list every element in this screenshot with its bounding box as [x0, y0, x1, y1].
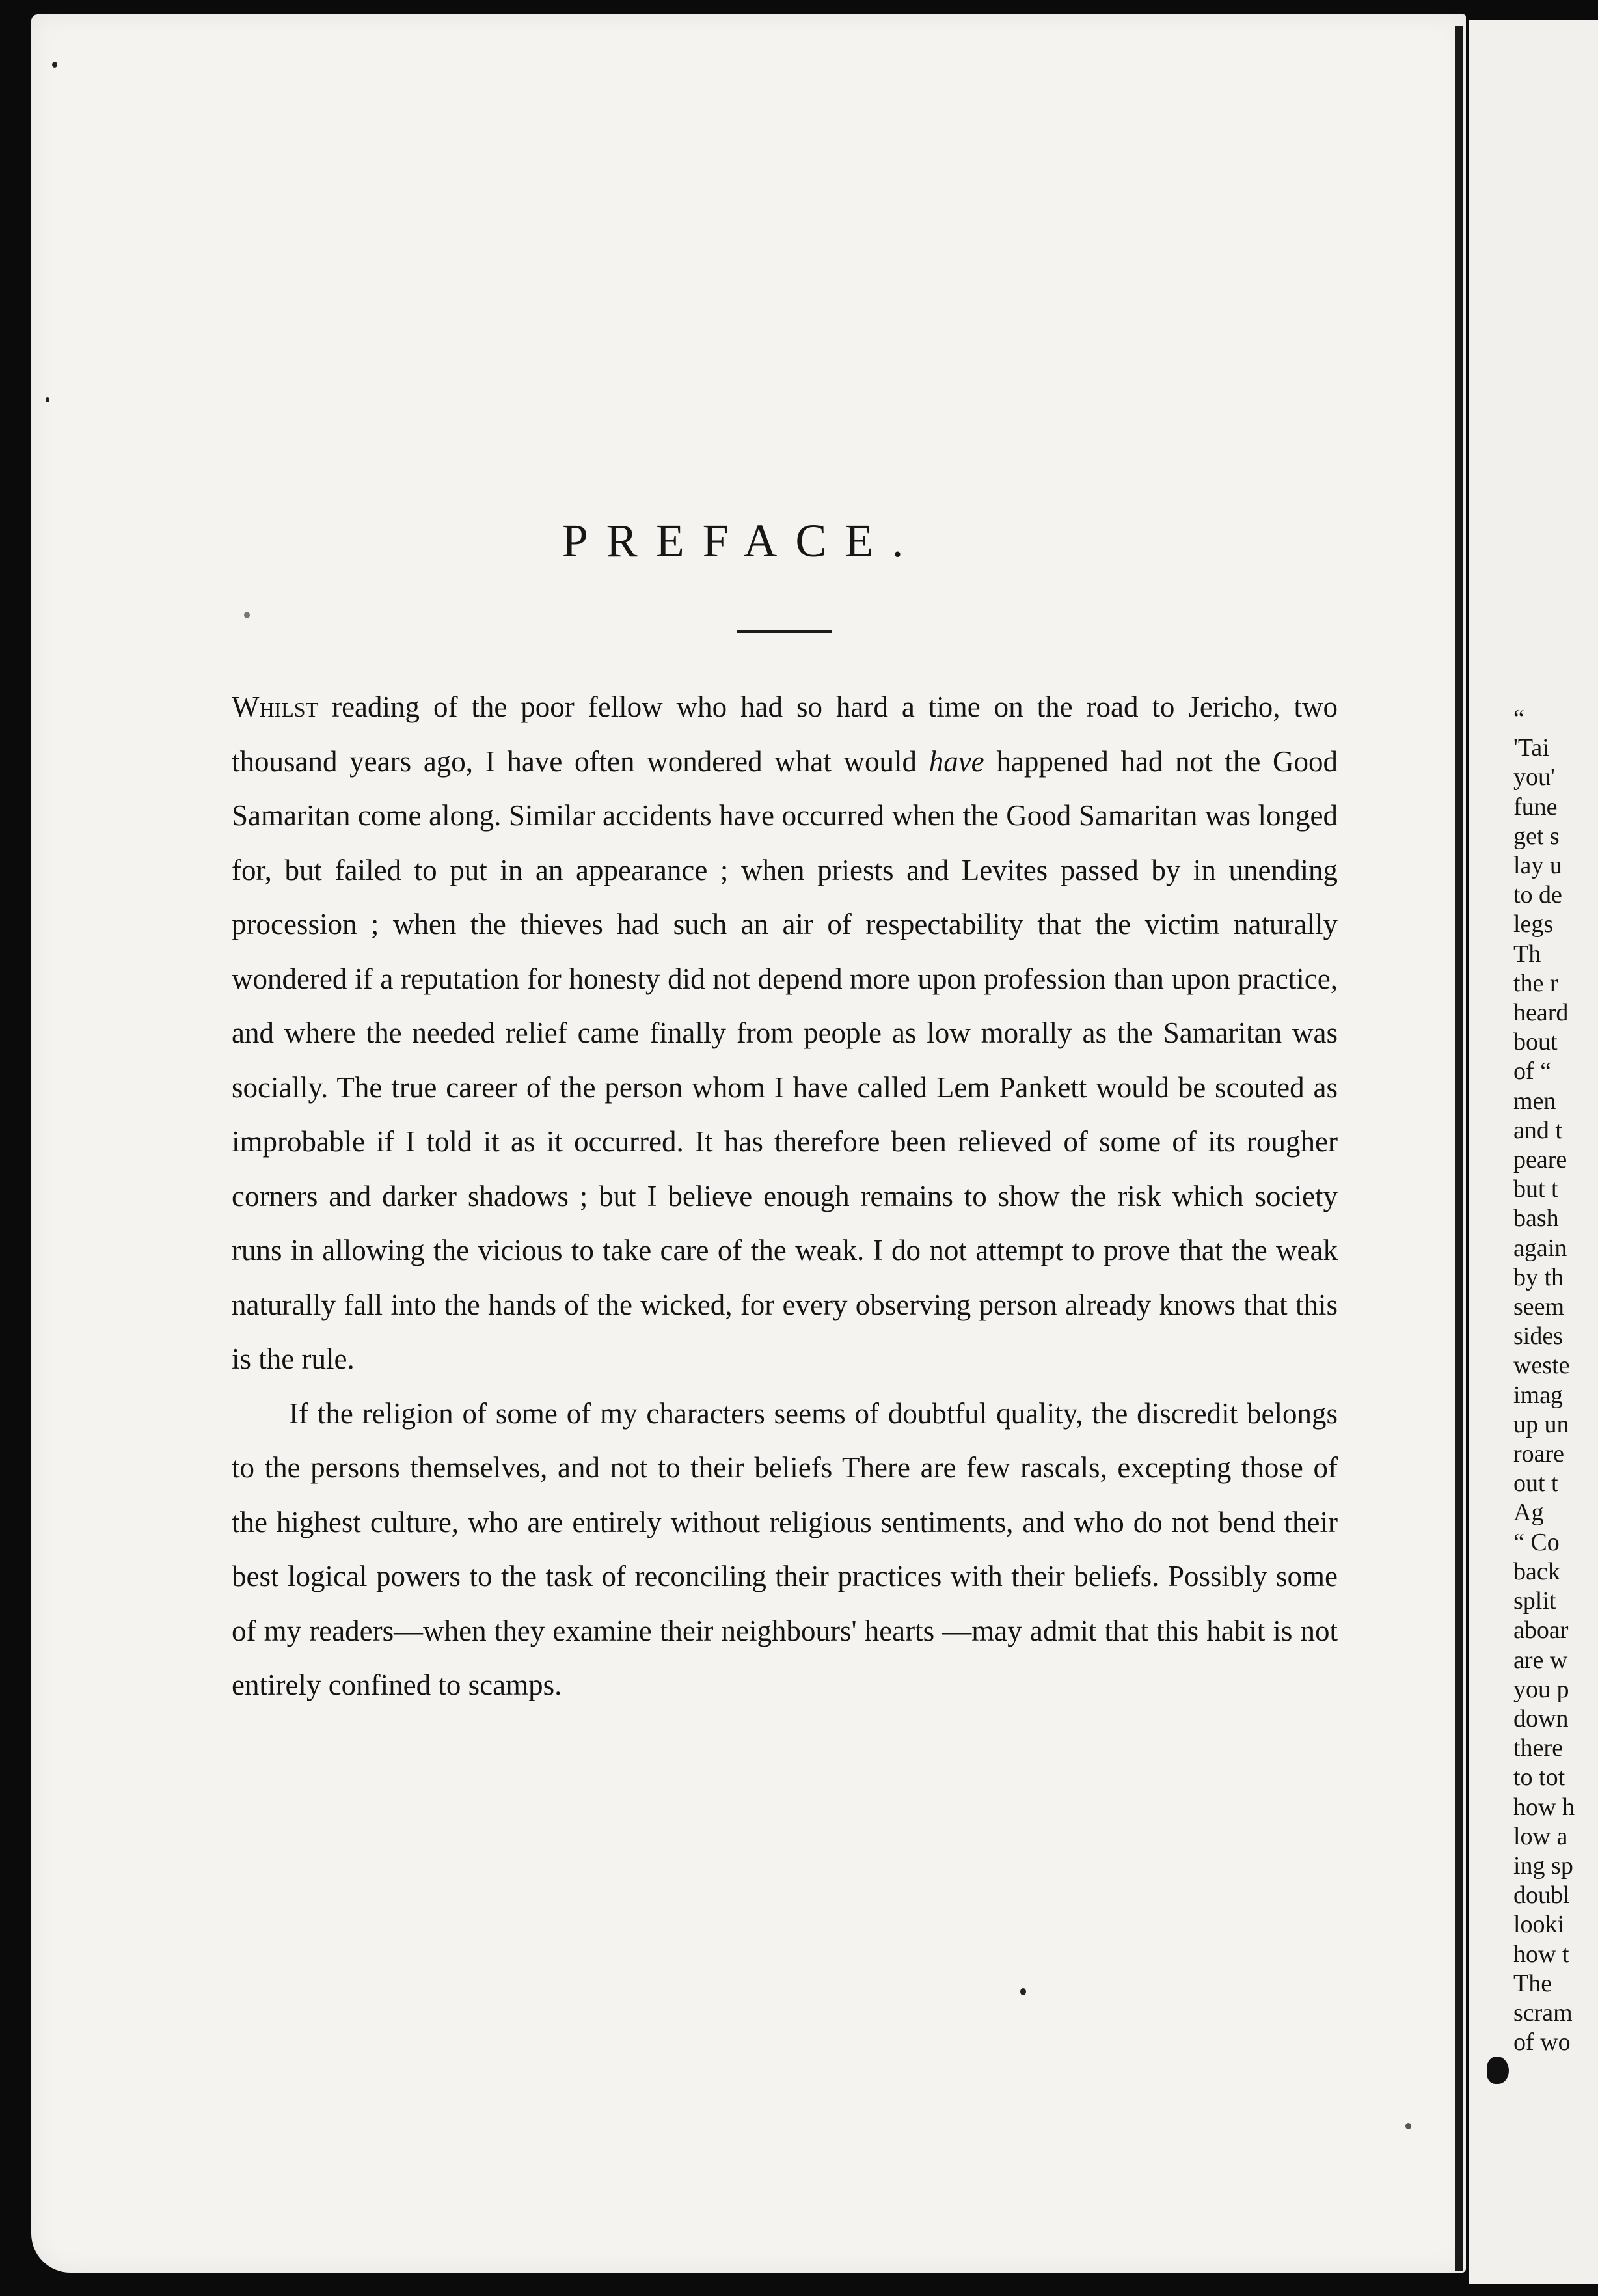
speck — [46, 397, 49, 402]
fragment-line: looki — [1513, 1911, 1565, 1939]
fragment-line: you p — [1513, 1675, 1569, 1703]
fragment-line: peare — [1513, 1146, 1567, 1174]
fragment-line: down — [1513, 1704, 1569, 1732]
speck — [244, 612, 250, 618]
preface-body — [232, 680, 1338, 1713]
fragment-line: bash — [1513, 1205, 1559, 1233]
fragment-line: how t — [1513, 1940, 1569, 1968]
fragment-line: up un — [1513, 1410, 1569, 1438]
fragment-line: seem — [1513, 1293, 1565, 1321]
fragment-line: imag — [1513, 1381, 1563, 1409]
speck — [52, 62, 57, 68]
fragment-line: back — [1513, 1557, 1560, 1585]
paragraph — [232, 1387, 1338, 1713]
emphasis-word: have — [928, 745, 984, 778]
fragment-line: aboar — [1513, 1617, 1569, 1645]
fragment-line: sides — [1513, 1322, 1563, 1350]
fragment-line: by th — [1513, 1263, 1564, 1291]
fragment-line: roare — [1513, 1440, 1565, 1468]
paragraph-text: reading of the poor fellow who had so hard a time on the road to Jericho, two thousand years ago, I have often wondered what would — [232, 690, 1338, 778]
fragment-line: scram — [1513, 1999, 1573, 2027]
facing-page-fragment — [1513, 704, 1598, 2057]
fragment-line: out t — [1513, 1469, 1558, 1497]
fragment-line: lay u — [1513, 852, 1562, 880]
fragment-line: Ag — [1513, 1499, 1544, 1527]
paragraph-text: happened had not the Good Samaritan come along. Similar accidents have occurred when the Good Samaritan was longed for, but failed to put in an appearance ; when priests and Levites passed by in unending procession ; when the thieves had such an air of respectability that the victim naturally wondered if a reputation for honesty did not depend more upon profession than upon practice, and where the needed relief came finally from people as low morally as the Samaritan was socially. The true career of the person whom I have called Lem Pankett would be scouted as improbable if I told it as it occurred. It has therefore been relieved of some of its rougher corners and darker shadows ; but I believe enough remains to show the risk which society runs in allowing the vicious to take care of the weak. I do not attempt to prove that the weak naturally fall into the hands of the wicked, for every observing person already knows that this is the rule. — [232, 745, 1338, 1375]
fragment-line: The — [1513, 1969, 1552, 1997]
fragment-line: of “ — [1513, 1058, 1552, 1086]
gutter-line — [1455, 26, 1463, 2271]
fragment-line: low a — [1513, 1822, 1568, 1850]
fragment-line: there — [1513, 1734, 1563, 1762]
fragment-line: again — [1513, 1234, 1567, 1262]
fragment-line: and t — [1513, 1116, 1562, 1144]
page-title: PREFACE. — [562, 515, 922, 567]
title-rule — [737, 630, 832, 633]
speck — [1020, 1988, 1026, 1995]
fragment-line: legs — [1513, 910, 1554, 938]
paragraph — [232, 680, 1338, 1387]
fragment-line: Th — [1513, 940, 1541, 968]
fragment-line: ing sp — [1513, 1852, 1573, 1879]
fragment-line: how h — [1513, 1793, 1575, 1821]
fragment-line: but t — [1513, 1175, 1558, 1203]
fragment-line: the r — [1513, 969, 1558, 997]
fragment-line: split — [1513, 1587, 1556, 1615]
fragment-line: bout — [1513, 1028, 1558, 1056]
fragment-line: 'Tai — [1513, 734, 1549, 762]
fragment-line: men — [1513, 1087, 1556, 1115]
fragment-line: “ — [1513, 705, 1524, 732]
fragment-line: fune — [1513, 793, 1558, 821]
fragment-line: doubl — [1513, 1881, 1570, 1909]
speck — [1405, 2123, 1411, 2129]
lead-word: Whilst — [232, 690, 319, 723]
fragment-line: to tot — [1513, 1764, 1565, 1792]
fragment-line: of wo — [1513, 2029, 1571, 2057]
fragment-line: are w — [1513, 1646, 1568, 1674]
fragment-line: you' — [1513, 763, 1555, 791]
fragment-line: to de — [1513, 881, 1562, 909]
fragment-line: weste — [1513, 1352, 1570, 1380]
fragment-line: “ Co — [1513, 1528, 1560, 1556]
ink-blot — [1487, 2057, 1509, 2084]
fragment-line: get s — [1513, 822, 1560, 850]
fragment-line: heard — [1513, 999, 1569, 1027]
paragraph-text: If the religion of some of my characters seems of doubtful quality, the discredit belongs to the persons themselves, and not to their beliefs There are few rascals, excepting those of the highest culture, who are entirely without religious sentiments, and who do not bend their best logical powers to the task of reconciling their practices with their beliefs. Possibly some of my readers—when they examine their neighbours' hearts —may admit that this habit is not entirely confined to scamps. — [232, 1397, 1338, 1701]
